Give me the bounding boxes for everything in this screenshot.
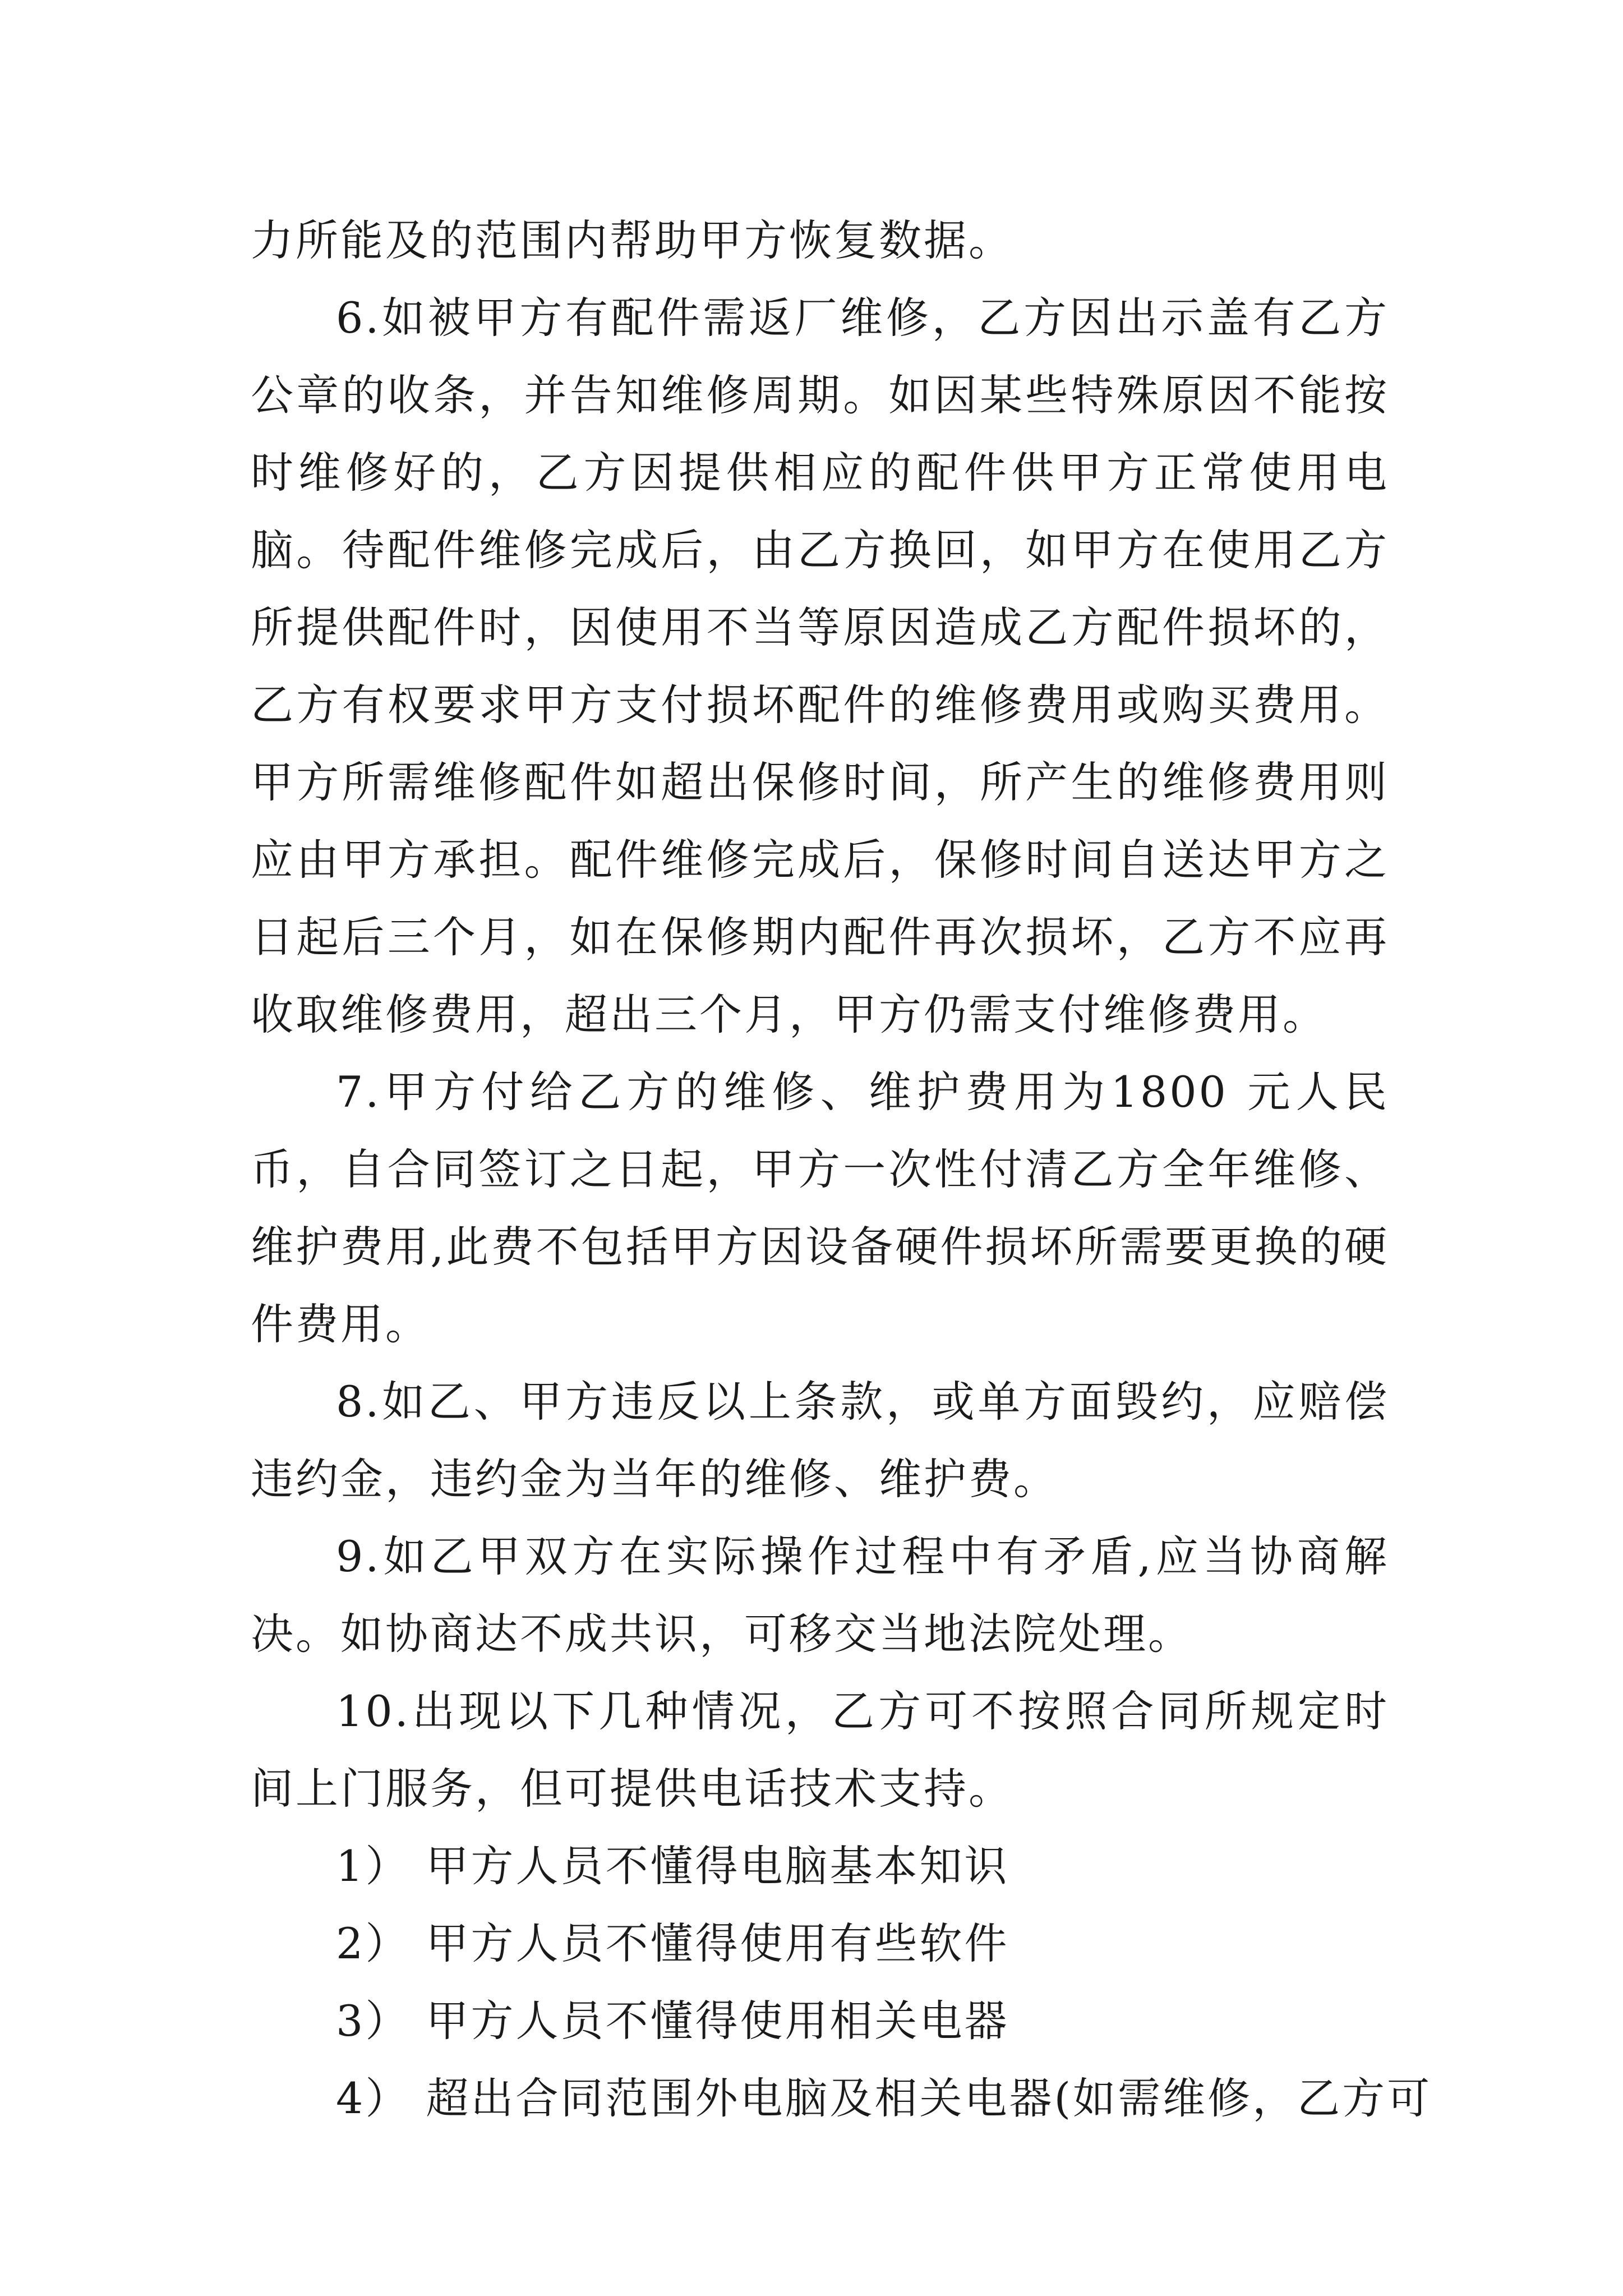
paragraph-continuation: 力所能及的范围内帮助甲方恢复数据。 [251, 215, 1013, 265]
list-item: 2） 甲方人员不懂得使用有些软件 [336, 1918, 1009, 1968]
contract-text [251, 202, 1432, 2137]
paragraph-clause-6: 6.如被甲方有配件需返厂维修，乙方因出示盖有乙方公章的收条，并告知维修周期。如因某些特殊原因不能按时维修好的，乙方因提供相应的配件供甲方正常使用电脑。待配件维修完成后，由乙方换回，如甲方在使用乙方所提供配件时，因使用不当等原因造成乙方配件损坏的，乙方有权要求甲方支付损坏配件的维修费用或购买费用。甲方所需维修配件如超出保修时间，所产生的维修费用则应由甲方承担。配件维修完成后，保修时间自送达甲方之日起后三个月，如在保修期内配件再次损坏，乙方不应再收取维修费用，超出三个月，甲方仍需支付维修费用。 [251, 293, 1389, 1039]
paragraph-clause-7: 7.甲方付给乙方的维修、维护费用为1800 元人民币，自合同签订之日起，甲方一次性付清乙方全年维修、维护费用,此费不包括甲方因设备硬件损坏所需要更换的硬件费用。 [251, 1067, 1389, 1349]
paragraph-clause-10: 10.出现以下几种情况，乙方可不按照合同所规定时间上门服务，但可提供电话技术支持。 [251, 1686, 1389, 1814]
list-item: 1） 甲方人员不懂得电脑基本知识 [336, 1841, 1009, 1891]
paragraph-clause-9: 9.如乙甲双方在实际操作过程中有矛盾,应当协商解决。如协商达不成共识，可移交当地法院处理。 [251, 1531, 1389, 1659]
paragraph-clause-8: 8.如乙、甲方违反以上条款，或单方面毁约，应赔偿违约金，违约金为当年的维修、维护费。 [251, 1377, 1389, 1504]
list-item: 3） 甲方人员不懂得使用相关电器 [336, 1996, 1009, 2046]
list-item: 4） 超出合同范围外电脑及相关电器(如需维修，乙方可 [336, 2073, 1432, 2123]
